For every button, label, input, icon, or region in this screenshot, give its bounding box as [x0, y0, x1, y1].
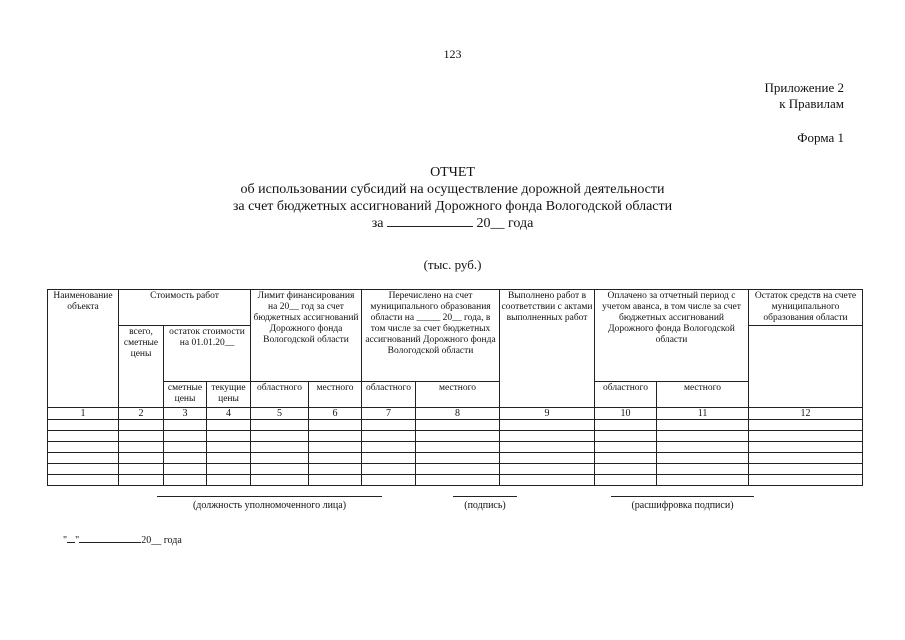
table-cell — [251, 475, 309, 486]
column-number: 8 — [416, 408, 500, 420]
units-label: (тыс. руб.) — [423, 257, 482, 272]
column-number: 12 — [749, 408, 863, 420]
table-cell — [595, 464, 657, 475]
column-number: 7 — [362, 408, 416, 420]
title-line-3: за счет бюджетных ассигнований Дорожного фонда Вологодской области — [232, 199, 673, 214]
period-blank — [387, 216, 473, 227]
table-cell — [251, 442, 309, 453]
header-balance-blank — [749, 326, 863, 408]
date-line — [63, 532, 182, 546]
table-row — [48, 453, 863, 464]
appendix-line-1: Приложение 2 — [764, 80, 844, 95]
table-cell — [595, 431, 657, 442]
column-number: 5 — [251, 408, 309, 420]
table-cell — [207, 420, 251, 431]
table-cell — [657, 475, 749, 486]
table-cell — [164, 420, 207, 431]
table-cell — [595, 453, 657, 464]
month-blank — [79, 532, 141, 543]
table-cell — [595, 442, 657, 453]
signature-caption: (подпись) — [464, 500, 506, 511]
header-paid: Оплачено за отчетный период с учетом аванса, в том числе за счет бюджетных ассигнований Дорожного фонда Вологодской области — [595, 290, 749, 382]
table-cell — [416, 464, 500, 475]
table-cell — [164, 475, 207, 486]
header-cost-of-works: Стоимость работ — [119, 290, 251, 326]
header-cost-total: всего, сметные цены — [119, 326, 164, 408]
header-paid-local: местного — [657, 382, 749, 408]
table-cell — [164, 442, 207, 453]
day-blank — [67, 532, 75, 543]
table-row — [48, 420, 863, 431]
table-cell — [164, 464, 207, 475]
decoding-signature-line — [611, 496, 754, 497]
table-cell — [251, 431, 309, 442]
table-cell — [657, 453, 749, 464]
form-label: Форма 1 — [797, 130, 844, 145]
title-period-prefix: за — [371, 216, 384, 231]
table-row — [48, 442, 863, 453]
table-cell — [416, 431, 500, 442]
table-cell — [119, 420, 164, 431]
column-number: 4 — [207, 408, 251, 420]
header-transferred: Перечислено на счет муниципального образования области на _____ 20__ года, в том числе за счет бюджетных ассигнований Дорожного фонда Вологодской области — [362, 290, 500, 382]
table-cell — [657, 442, 749, 453]
table-cell — [500, 453, 595, 464]
table-cell — [500, 464, 595, 475]
column-number: 10 — [595, 408, 657, 420]
header-completed: Выполнено работ в соответствии с актами выполненных работ — [500, 290, 595, 408]
column-number: 1 — [48, 408, 119, 420]
title-line-2: об использовании субсидий на осуществление дорожной деятельности — [240, 182, 665, 197]
report-title — [0, 164, 905, 232]
table-cell — [749, 420, 863, 431]
table-row — [48, 475, 863, 486]
table-cell — [207, 442, 251, 453]
table-cell — [119, 431, 164, 442]
title-line-4 — [0, 215, 905, 232]
position-signature-line — [157, 496, 382, 497]
table-cell — [309, 420, 362, 431]
header-limit: Лимит финансирования на 20__ год за счет бюджетных ассигнований Дорожного фонда Вологодской области — [251, 290, 362, 382]
report-table — [47, 289, 863, 486]
table-cell — [251, 420, 309, 431]
table-cell — [749, 453, 863, 464]
header-limit-local: местного — [309, 382, 362, 408]
header-cost-remaining: остаток стоимости на 01.01.20__ — [164, 326, 251, 382]
table-cell — [500, 431, 595, 442]
table-cell — [362, 442, 416, 453]
table-cell — [48, 464, 119, 475]
table-cell — [362, 453, 416, 464]
table-cell — [416, 453, 500, 464]
table-cell — [48, 475, 119, 486]
table-cell — [309, 464, 362, 475]
appendix-note — [764, 80, 844, 112]
table-cell — [119, 475, 164, 486]
date-quote-open: " — [63, 535, 68, 546]
table-cell — [500, 420, 595, 431]
column-number: 11 — [657, 408, 749, 420]
table-cell — [309, 431, 362, 442]
table-cell — [416, 475, 500, 486]
column-number: 2 — [119, 408, 164, 420]
table-cell — [309, 475, 362, 486]
table-cell — [251, 453, 309, 464]
signature-line — [453, 496, 517, 497]
table-cell — [309, 453, 362, 464]
column-number: 9 — [500, 408, 595, 420]
header-current-prices: текущие цены — [207, 382, 251, 408]
header-object-name: Наименование объекта — [48, 290, 119, 408]
table-cell — [119, 464, 164, 475]
table-cell — [207, 475, 251, 486]
table-row — [48, 431, 863, 442]
table-cell — [207, 464, 251, 475]
column-number: 6 — [309, 408, 362, 420]
table-cell — [362, 475, 416, 486]
title-period-suffix: 20__ года — [476, 216, 534, 231]
table-cell — [416, 442, 500, 453]
header-estimate-prices: сметные цены — [164, 382, 207, 408]
table-cell — [164, 453, 207, 464]
header-transferred-local: местного — [416, 382, 500, 408]
title-line-1: ОТЧЕТ — [430, 165, 475, 180]
decoding-caption: (расшифровка подписи) — [631, 500, 734, 511]
table-cell — [362, 464, 416, 475]
table-cell — [416, 420, 500, 431]
table-cell — [164, 431, 207, 442]
table-cell — [48, 442, 119, 453]
table-cell — [657, 431, 749, 442]
table-cell — [48, 420, 119, 431]
table-cell — [48, 431, 119, 442]
table-cell — [657, 420, 749, 431]
table-cell — [595, 475, 657, 486]
header-paid-regional: областного — [595, 382, 657, 408]
table-cell — [362, 431, 416, 442]
table-cell — [500, 442, 595, 453]
appendix-line-2: к Правилам — [779, 96, 844, 111]
header-transferred-regional: областного — [362, 382, 416, 408]
date-quote-close: " — [75, 535, 80, 546]
table-row — [48, 464, 863, 475]
page-number: 123 — [443, 47, 462, 61]
table-cell — [207, 453, 251, 464]
table-cell — [657, 464, 749, 475]
table-cell — [500, 475, 595, 486]
table-cell — [119, 442, 164, 453]
table-cell — [251, 464, 309, 475]
column-number-row — [48, 408, 863, 420]
position-caption: (должность уполномоченного лица) — [192, 500, 347, 511]
date-year-suffix: 20__ года — [141, 535, 182, 546]
table-cell — [309, 442, 362, 453]
header-limit-regional: областного — [251, 382, 309, 408]
table-cell — [749, 431, 863, 442]
table-cell — [749, 475, 863, 486]
column-number: 3 — [164, 408, 207, 420]
table-cell — [362, 420, 416, 431]
table-cell — [48, 453, 119, 464]
table-cell — [749, 442, 863, 453]
table-cell — [207, 431, 251, 442]
header-balance: Остаток средств на счете муниципального образования области — [749, 290, 863, 326]
table-cell — [119, 453, 164, 464]
table-cell — [595, 420, 657, 431]
table-cell — [749, 464, 863, 475]
